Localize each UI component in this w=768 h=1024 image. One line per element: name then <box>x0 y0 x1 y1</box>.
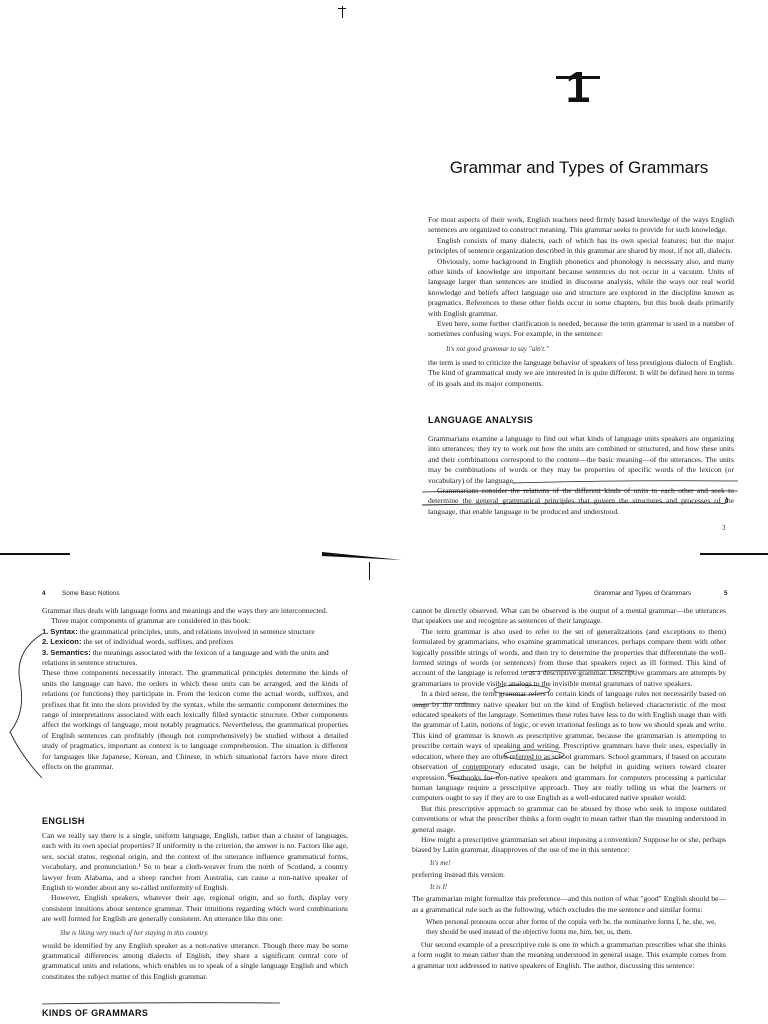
list-item <box>42 648 348 669</box>
running-head: Grammar and Types of Grammars <box>594 590 692 597</box>
paragraph: the term is used to criticize the language behavior of speakers of less prestigious dialects of English. The kind of grammatical study we are interested in is quite different. It will be defined here in terms of its goals and its major components. <box>428 357 734 388</box>
section-heading: ENGLISH <box>42 816 85 826</box>
next-heading: KINDS OF GRAMMARS <box>42 1008 149 1018</box>
handwritten-marks <box>404 660 734 800</box>
list-desc: the set of individual words, suffixes, and prefixes <box>83 637 234 647</box>
paragraph: Three major components of grammar are considered in this book: <box>51 616 251 626</box>
page-number: 3 <box>722 524 726 532</box>
paragraph: Can we really say there is a single, uniform language, English, rather than a cluster of languages, each with its own special properties? If uniformity is the criterion, the answer is no. Factors like age, sex, social status, regional origin, and the context of the utterance influence grammatical forms, vocabulary, and pronunciation.¹ So to hear a cloth-weaver from the north of Scotland, a country lawyer from Alabama, and a sheep rancher from Australia, can cause a non-native speaker of English to wonder about any so-called uniformity of English. <box>42 831 348 893</box>
running-head: Some Basic Notions <box>62 590 120 597</box>
left-text <box>42 606 348 773</box>
example-sentence: She is liking very much of her staying in this country. <box>60 928 209 937</box>
paragraph: cannot be directly observed. What can be observed is the output of a mental grammar—the utterances that speakers use and recognize as sentences of their language. <box>412 606 726 626</box>
intro-text <box>428 215 734 389</box>
list-term: Syntax: <box>50 626 78 636</box>
paragraph: In a third sense, the term grammar refers to certain kinds of language rules not necessarily based on usage by the ordinary native speaker but on the kind of English believed characteristic of the most educated speakers of the language. Sometimes these rules have less to do with English usage than with the grammar of Latin, notions of logic, or even irrational feelings as to how we should speak and write. This kind of grammar is known as prescriptive grammar, because the grammarian is attempting to prescribe certain ways of speaking and writing. Prescriptive grammars have their uses, especially in education, where they are often referred to as school grammars. School grammars, if based on accurate observation of contemporary educated usage, can be helpful in guiding writers toward clearer expression. Textbooks for non-native speakers and grammars for computers processing a particular human language require a prescriptive approach. They are really telling us what the learners or computers ought to say if they are to use English as a well-educated native speaker would. <box>412 689 726 803</box>
page-number: 5 <box>724 590 728 597</box>
crop-mark <box>338 8 346 9</box>
example-sentence: It's me! <box>430 858 451 867</box>
paragraph: Obviously, some background in English phonetics and phonology is necessary also, and many other kinds of knowledge are important because sentences do not occur in a vacuum. Units of language larger than sentences are studied in discourse analysis, while the ways our real world knowledge and beliefs affect language use and structure are explored in the discipline known as pragmatics. References to these other fields occur in some chapters, but this book deals primarily with English grammar. <box>428 256 734 318</box>
section-heading: LANGUAGE ANALYSIS <box>428 415 534 425</box>
paragraph: The grammarian might formalize this preference—and this notion of what "good" English should be—as a grammatical rule such as the following, which excludes the me sentence and similar forms: <box>412 894 726 914</box>
list-term: Lexicon: <box>50 637 82 647</box>
paragraph: Grammarians examine a language to find out what kinds of language units speakers are organizing into utterances; they try to work out how the units are combined or structured, and how these units and their combinations correspond to the content—the basic meaning—of the utterances. The units may be combinations of words or they may be properties of specific words of the lexicon (or vocabulary) of the language. <box>428 434 734 485</box>
paragraph: preferring instead this version: <box>412 869 505 879</box>
paragraph: The term grammar is also used to refer to the set of generalizations (and exceptions to them) formulated by grammarians, who examine grammatical utterances, perhaps compare them with other logically possible strings of words, and then try to determine the properties that differentiate the well-formed strings of words (or sentences) from those that speakers reject as ill formed. This kind of account of the language is referred to as a descriptive grammar. Descriptive grammars are attempts by grammarians to provide visible analogs to the invisible mental grammars of native speakers. <box>412 626 726 688</box>
list-number: 1. <box>42 626 49 636</box>
binding-mark <box>700 553 768 555</box>
example-sentence: It's not good grammar to say "ain't." <box>446 344 549 353</box>
paragraph: Grammarians consider the relations of the different kinds of units to each other and seek to determine the general grammatical principles that govern the structures and processes of the language, that enable language to be produced and understood. <box>428 486 734 516</box>
page-5 <box>384 580 768 1024</box>
chapter-number: 1 <box>565 63 591 112</box>
paragraph: But this prescriptive approach to grammar can be abused by those who seek to impose outdated conventions or what the prescriber thinks a form ought to mean rather than the meaning understood in general usage. <box>412 803 726 834</box>
paragraph: Even here, some further clarification is needed, because the term grammar is used in a number of sometimes confusing ways. For example, in the sentence: <box>428 319 734 339</box>
binding-arrow <box>322 550 402 564</box>
paragraph: However, English speakers, whatever their age, regional origin, and so forth, display very consistent intuitions about sentence grammar. Their intuitions regarding which word combinations are well formed for English are generally consistent. An utterance like this one: <box>42 893 348 924</box>
crop-mark <box>369 562 370 580</box>
page-number: 4 <box>42 590 46 597</box>
list-desc: the grammatical principles, units, and relations involved in sentence structure <box>79 626 315 636</box>
chapter-title: Grammar and Types of Grammars <box>449 158 709 177</box>
list-item <box>42 637 348 647</box>
paragraph: English consists of many dialects, each of which has its own special features; but the major principles of sentence organization described in this grammar are shared by most, if not all, dialects. <box>428 235 734 256</box>
rule-quote: When personal pronouns occur after forms of the copula verb be, the nominative forms I, he, she, we, they should be used instead of the objective forms me, him, her, us, them. <box>426 917 716 937</box>
handwritten-underline <box>420 475 740 515</box>
paragraph: For most aspects of their work, English teachers need firmly based knowledge of the ways English sentences are organized to construct meaning. This grammar seeks to provide for such knowledge. <box>428 215 734 235</box>
list-number: 3. <box>42 647 49 657</box>
paragraph: Grammar thus deals with language forms and meanings and the ways they are interconnected. <box>42 606 328 615</box>
example-sentence: It is I! <box>430 883 448 892</box>
paragraph: How might a prescriptive grammarian set about imposing a convention? Suppose he or she, perhaps biased by Latin grammar, disapproves of the use of me in this sentence: <box>412 834 726 855</box>
list-item <box>42 627 348 637</box>
paragraph: These three components necessarily interact. The grammatical principles determine the kinds of units the language can have, the orders in which these units can be arranged, and the kinds of relations (or functions) they participate in. From the lexicon come the actual words, suffixes, and prefixes that fit into the slots provided by the syntax, while the semantic component determines the range of interpretations associated with each lexically filled syntactic structure. Other components affect the workings of language, most notably pragmatics. Nevertheless, the grammatical properties of English sentences can profitably (though not comprehensively) be studied without a detailed study of pragmatics, important as context is to language comprehension. The situation is different for languages like Japanese, Korean, and Chinese, in which situational factors have more direct effects on the grammar. <box>42 668 348 772</box>
paragraph: Our second example of a prescriptive rule is one in which a grammarian prescribes what she thinks a form ought to mean rather than the meaning understood in general usage. This example comes from a grammar text addressed to native speakers of English. The author, discussing this sentence: <box>412 939 726 970</box>
page-4 <box>0 580 384 1024</box>
list-term: Semantics: <box>50 647 91 657</box>
list-number: 2. <box>42 637 49 647</box>
binding-mark <box>0 553 70 555</box>
handwritten-bracket <box>4 632 48 782</box>
list-desc: the meanings associated with the lexicon of a language and with the units and relations in sentence structures. <box>42 647 329 668</box>
english-text <box>42 831 348 982</box>
paragraph: would be identified by any English speaker as a non-native utterance. Though there may be some grammatical differences among dialects of English, they share a significant central core of grammatical units and relations, which enables us to speak of a single language English and which constitutes the subject matter of this English grammar. <box>42 940 348 981</box>
